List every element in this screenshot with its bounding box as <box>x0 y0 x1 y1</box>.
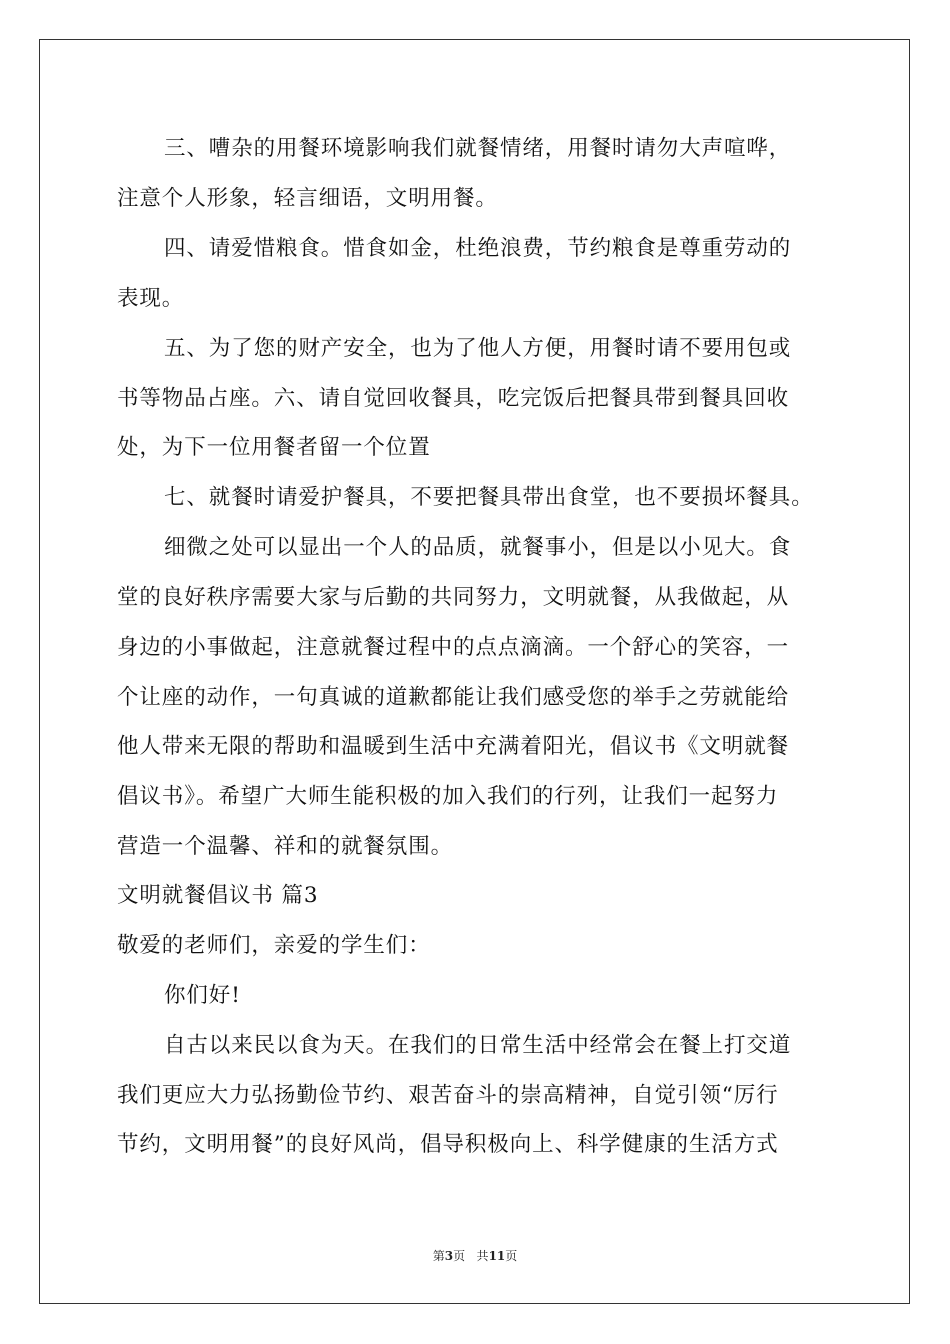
paragraph-line: 注意个人形象，轻言细语，文明用餐。 <box>117 186 498 211</box>
salutation: 敬爱的老师们，亲爱的学生们： <box>117 933 431 958</box>
paragraph-line: 处，为下一位用餐者留一个位置 <box>117 435 431 460</box>
footer-page-prefix: 第 <box>432 1249 445 1263</box>
paragraph-line: 堂的良好秩序需要大家与后勤的共同努力，文明就餐，从我做起，从 <box>117 585 790 610</box>
page-border <box>39 39 910 1304</box>
footer-page-current: 3 <box>444 1249 454 1263</box>
paragraph-line: 细微之处可以显出一个人的品质，就餐事小，但是以小见大。食 <box>164 535 792 560</box>
paragraph-line: 自古以来民以食为天。在我们的日常生活中经常会在餐上打交道 <box>164 1033 792 1058</box>
page-footer <box>0 1247 950 1264</box>
footer-page-total: 11 <box>488 1249 506 1263</box>
paragraph-line: 个让座的动作，一句真诚的道歉都能让我们感受您的举手之劳就能给 <box>117 685 790 710</box>
paragraph-line: 身边的小事做起，注意就餐过程中的点点滴滴。一个舒心的笑容，一 <box>117 635 790 660</box>
paragraph-line: 五、为了您的财产安全，也为了他人方便，用餐时请不要用包或 <box>164 336 792 361</box>
paragraph-line: 他人带来无限的帮助和温暖到生活中充满着阳光，倡议书《文明就餐 <box>117 734 790 759</box>
footer-page-suffix: 页 <box>453 1249 466 1263</box>
paragraph-line: 我们更应大力弘扬勤俭节约、艰苦奋斗的崇高精神，自觉引领“厉行 <box>117 1083 779 1108</box>
footer-total-prefix: 共 <box>476 1249 489 1263</box>
paragraph-line: 节约，文明用餐”的良好风尚，倡导积极向上、科学健康的生活方式 <box>117 1132 779 1157</box>
greeting: 你们好! <box>164 983 241 1008</box>
paragraph-line: 四、请爱惜粮食。惜食如金，杜绝浪费，节约粮食是尊重劳动的 <box>164 236 792 261</box>
paragraph-line: 倡议书》。希望广大师生能积极的加入我们的行列，让我们一起努力 <box>117 784 779 809</box>
footer-total-suffix: 页 <box>505 1249 518 1263</box>
paragraph-line: 三、嘈杂的用餐环境影响我们就餐情绪，用餐时请勿大声喧哗， <box>164 136 792 161</box>
section-heading: 文明就餐倡议书 篇3 <box>117 883 319 908</box>
paragraph-line: 营造一个温馨、祥和的就餐氛围。 <box>117 834 454 859</box>
paragraph-line: 表现。 <box>117 286 185 311</box>
paragraph-line: 书等物品占座。六、请自觉回收餐具，吃完饭后把餐具带到餐具回收 <box>117 386 790 411</box>
paragraph-line: 七、就餐时请爱护餐具，不要把餐具带出食堂，也不要损坏餐具。 <box>164 485 814 510</box>
